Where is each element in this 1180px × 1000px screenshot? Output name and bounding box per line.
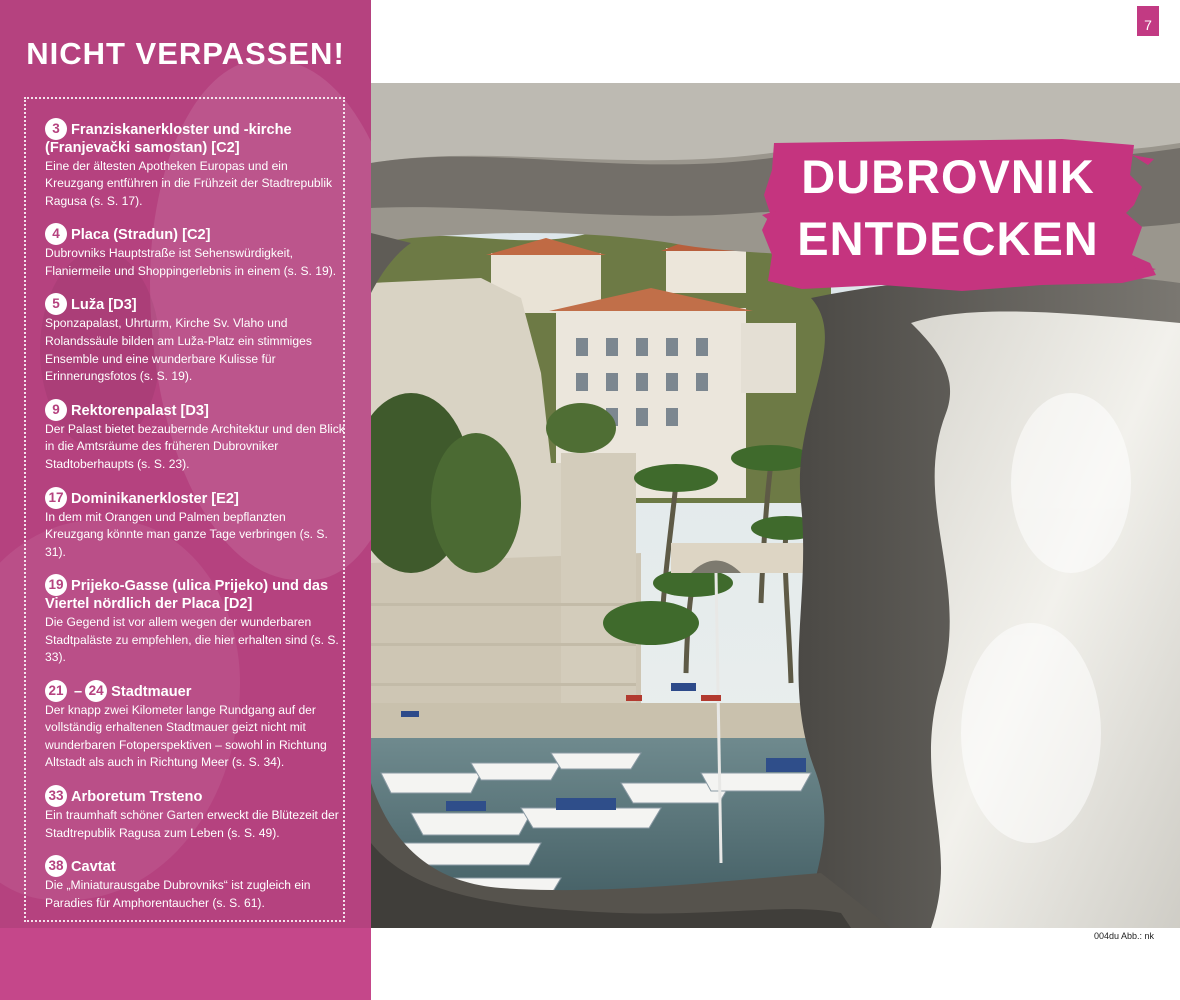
- headline-banner: [762, 135, 1156, 295]
- headline-line-1: DUBROVNIK: [801, 150, 1095, 203]
- tip-title: Franziskanerkloster und -kirche (Franjevački samostan) [C2]: [45, 122, 292, 156]
- tip-item: [45, 574, 345, 666]
- sidebar-footer-band: [0, 928, 371, 1000]
- tip-title: Cavtat: [71, 859, 116, 876]
- tip-item: [45, 223, 345, 280]
- sight-number-badge: 5: [45, 293, 67, 315]
- tip-title: Prijeko-Gasse (ulica Prijeko) und das Viertel nördlich der Placa [D2]: [45, 578, 329, 613]
- tip-description: Eine der ältesten Apotheken Europas und ein Kreuzgang entführen in die Frühzeit der Stadtrepublik Ragusa (s. S. 17).: [45, 158, 333, 208]
- sight-number-badge: 19: [45, 574, 67, 596]
- tip-description: In dem mit Orangen und Palmen bepflanzten Kreuzgang könnte man ganze Tage verbringen (s. S. 31).: [45, 509, 328, 559]
- range-dash: –: [74, 683, 83, 700]
- tip-heading: [45, 293, 345, 315]
- tip-item: [45, 855, 345, 912]
- tip-item: [45, 785, 345, 842]
- tip-heading: [45, 223, 345, 245]
- tip-item: [45, 293, 345, 385]
- tip-heading: [45, 487, 345, 509]
- sight-number-badge: 3: [45, 118, 67, 140]
- tip-heading: [45, 574, 345, 614]
- sight-number-badge: 24: [85, 680, 107, 702]
- tip-heading: [45, 680, 345, 702]
- tip-description: Die Gegend ist vor allem wegen der wunderbaren Stadtpaläste zu empfehlen, die hier erhalten sind (s. S. 33).: [45, 614, 339, 665]
- tip-description: Sponzapalast, Uhrturm, Kirche Sv. Vlaho und Rolandssäule bilden am Luža-Platz ein stimmiges Ensemble und eine wunderbare Kulisse für Erinnerungsfotos (s. S. 19).: [45, 316, 312, 384]
- headline-line-2: ENTDECKEN: [797, 212, 1099, 265]
- tip-title: Placa (Stradun) [C2]: [71, 227, 211, 244]
- tip-description: Ein traumhaft schöner Garten erweckt die Blütezeit der Stadtrepublik Ragusa zum Leben (s. S. 49).: [45, 808, 339, 840]
- tip-item: [45, 487, 345, 562]
- tip-description: Die „Miniaturausgabe Dubrovniks“ ist zugleich ein Paradies für Amphorentaucher (s. S. 61).: [45, 878, 311, 910]
- tips-list: [45, 118, 345, 925]
- sight-number-badge: 17: [45, 487, 67, 509]
- tip-heading: [45, 399, 345, 421]
- tip-heading: [45, 785, 345, 807]
- tip-title: Dominikanerkloster [E2]: [71, 490, 239, 507]
- sight-number-badge: 38: [45, 855, 67, 877]
- tip-heading: [45, 855, 345, 877]
- tip-title: Rektorenpalast [D3]: [71, 402, 209, 419]
- photo-credit: 004du Abb.: nk: [1093, 931, 1154, 941]
- sidebar-title: NICHT VERPASSEN!: [26, 36, 345, 71]
- sight-number-badge: 33: [45, 785, 67, 807]
- sight-number-badge: 4: [45, 223, 67, 245]
- page-number: 7: [1137, 6, 1159, 36]
- tip-description: Der Palast bietet bezaubernde Architektur und den Blick in die Amtsräume des früheren Dubrovniker Stadtoberhaupts (s. S. 23).: [45, 421, 345, 472]
- tip-item: [45, 118, 345, 210]
- tip-heading: [45, 118, 345, 158]
- tip-description: Der knapp zwei Kilometer lange Rundgang auf der vollständig erhaltenen Stadtmauer geizt nicht mit wunderbaren Fotoperspektiven – sowohl in Richtung Altstadt als auch in Richtung Meer (s. S. 34).: [45, 702, 327, 770]
- sight-number-badge: 21: [45, 680, 67, 702]
- tip-title: Luža [D3]: [71, 297, 137, 314]
- tip-title: Arboretum Trsteno: [71, 789, 203, 806]
- tip-item: [45, 680, 345, 772]
- tip-title: Stadtmauer: [111, 683, 192, 700]
- sight-number-badge: 9: [45, 399, 67, 421]
- tip-description: Dubrovniks Hauptstraße ist Sehenswürdigkeit, Flaniermeile und Shoppingerlebnis in einem (s. S. 19).: [45, 246, 337, 278]
- tip-item: [45, 399, 345, 474]
